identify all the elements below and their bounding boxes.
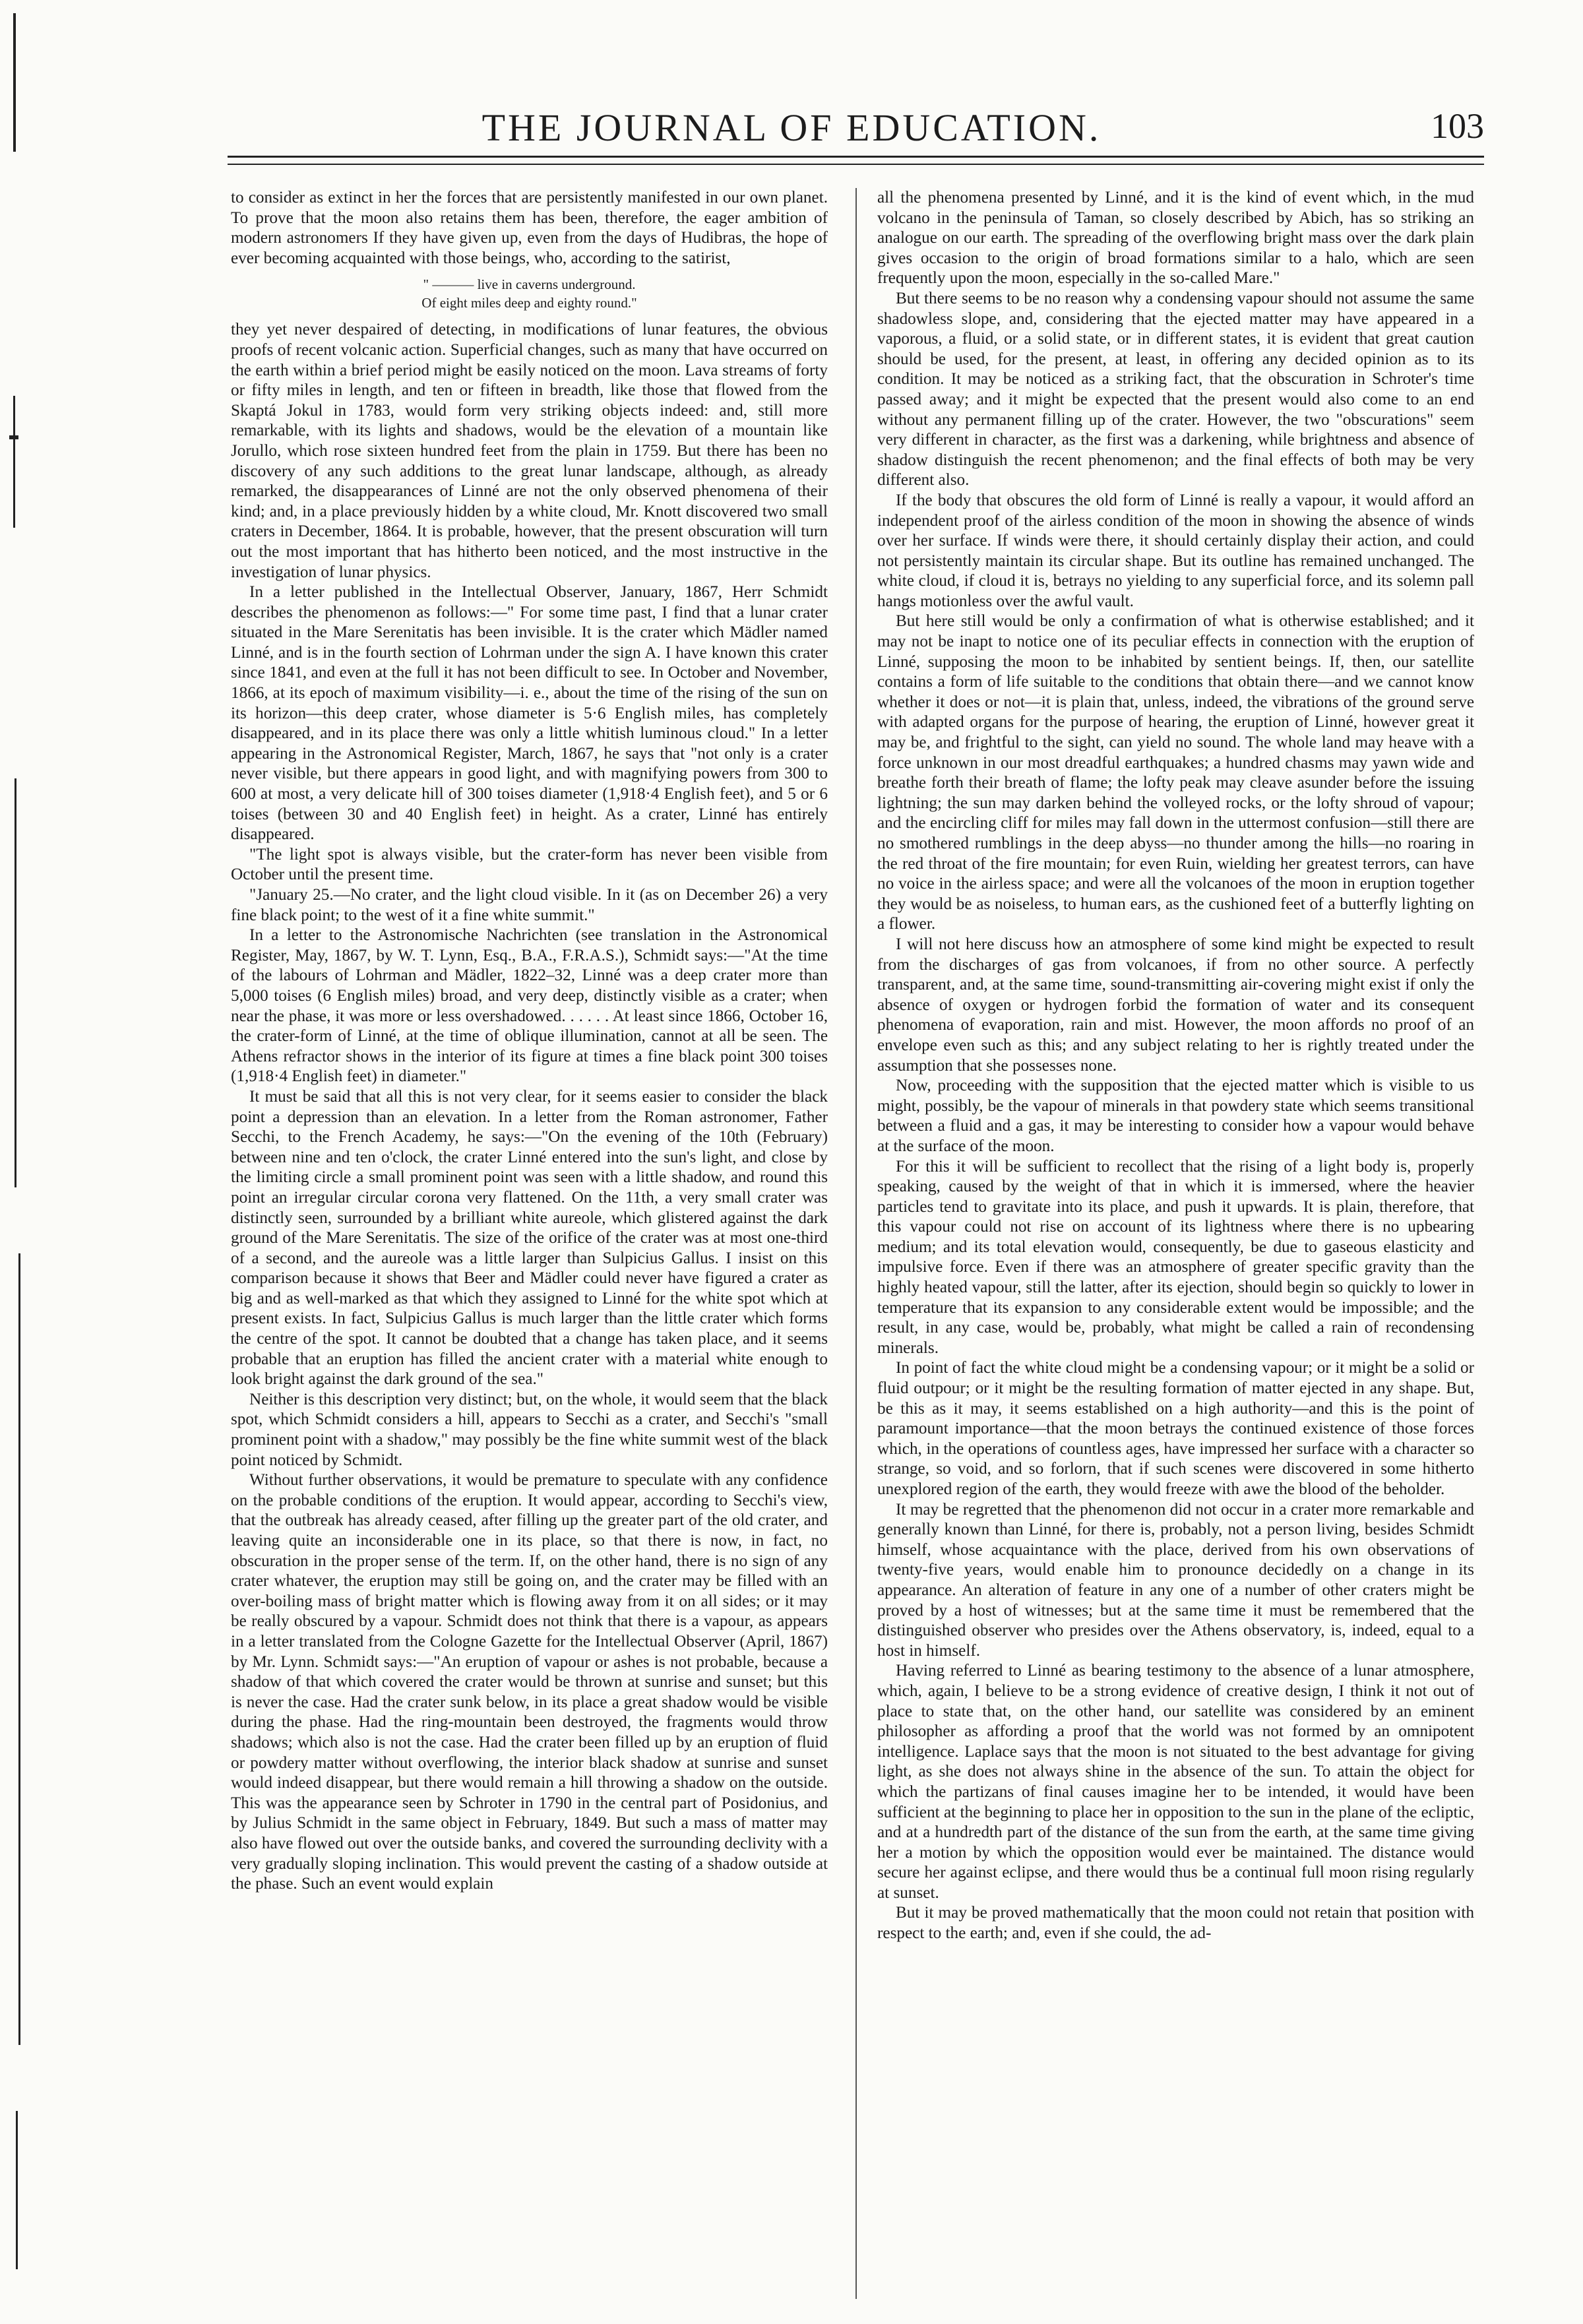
right-column [877, 188, 1474, 2299]
header-rule [228, 156, 1484, 158]
paragraph: But there seems to be no reason why a condensing vapour should not assume the same shadowless slope, and, considering that the ejected matter may have appeared in a vaporous, a fluid, or a solid state, or in different states, it is evident that great caution should be used, for the present, at least, in offering any decided opinion as to its condition. It may be noticed as a striking fact, that the obscuration in Schroter's time passed away; and it might be expected that the present would also come to an end without any permanent filling up of the crater. However, the two "obscurations" seem very different in character, as the first was a darkening, while brightness and absence of shadow distinguish the recent phenomenon; and the final effects of both may be very different also. [877, 289, 1474, 489]
paragraph: In a letter published in the Intellectual Observer, January, 1867, Herr Schmidt describes the phenomenon as follows:—" For some time past, I find that a lunar crater situated in the Mare Serenitatis has been invisible. It is the crater which Mädler named Linné, and is in the fourth section of Lohrman under the sign A. I have known this crater since 1841, and even at the full it has not been difficult to see. In October and November, 1866, at its epoch of maximum visibility—i. e., about the time of the rising of the sun on its horizon—this deep crater, whose diameter is 5·6 English miles, has completely disappeared, and in its place there was only a little whitish luminous cloud." In a letter appearing in the Astronomical Register, March, 1867, he says that "not only is a crater never visible, but there appears in good light, and with magnifying powers from 300 to 600 at most, a very delicate hill of 300 toises diameter (1,918·4 English feet), and 5 or 6 toises (between 30 and 40 English feet) in height. As a crater, Linné has entirely disappeared. [231, 583, 828, 844]
page-number: 103 [1431, 106, 1484, 146]
paragraph: "January 25.—No crater, and the light cloud visible. In it (as on December 26) a very fine black point; to the west of it a fine white summit." [231, 886, 828, 924]
left-edge-mark [13, 396, 15, 528]
paragraph: Having referred to Linné as bearing testimony to the absence of a lunar atmosphere, which, again, I believe to be a strong evidence of creative design, I think it not out of place to state that, on the other hand, our satellite was considered by an eminent philosopher as affording a proof that the world was not formed by an omnipotent intelligence. Laplace says that the moon is not situated to the best advantage for giving light, as she does not always shine in the absence of the sun. To attain the object for which the partizans of final causes imagine her to be intended, it would have been sufficient at the beginning to place her in opposition to the sun in the plane of the ecliptic, and at a hundredth part of the distance of the sun from the earth, at the same time giving her a motion by which the opposition would ever be maintained. The distance would secure her against eclipse, and there would thus be a continual full moon rising regularly at sunset. [877, 1662, 1474, 1902]
paragraph: In point of fact the white cloud might be a condensing vapour; or it might be a solid or fluid outpour; or it might be the resulting formation of matter ejected in any shape. But, be this as it may, it seems established on a high authority—and this is the point of paramount importance—that the moon betrays the continued existence of those forces which, in the operations of countless ages, have impressed her surface with a character so strange, so void, and so forlorn, that if such scenes were discovered in some hitherto unexplored region of the earth, they would freeze with awe the blood of the beholder. [877, 1359, 1474, 1498]
left-edge-mark [15, 778, 16, 1187]
left-edge-mark [16, 2111, 18, 2269]
paragraph: Now, proceeding with the supposition that the ejected matter which is visible to us might, possibly, be the vapour of minerals in that powdery state which seems transitional between a fluid and a gas, it may be interesting to consider how a vapour would behave at the surface of the moon. [877, 1077, 1474, 1155]
paragraph: But it may be proved mathematically that the moon could not retain that position with respect to the earth; and, even if she could, the ad- [877, 1904, 1474, 1943]
column-divider [855, 188, 857, 2299]
header-rule-thin [228, 164, 1484, 165]
paragraph: If the body that obscures the old form of Linné is really a vapour, it would afford an independent proof of the airless condition of the moon in showing the absence of winds over her surface. If winds were there, it should certainly display their action, and could not persistently maintain its circular shape. But its outline has remained unchanged. The white cloud, if cloud it is, betrays no yielding to any superficial force, and its solemn pall hangs motionless over the awful vault. [877, 491, 1474, 610]
verse-line: Of eight miles deep and eighty round." [421, 295, 637, 311]
verse-line: " ——— live in caverns underground. [423, 276, 636, 293]
left-edge-mark [13, 13, 16, 152]
paragraph: But here still would be only a confirmation of what is otherwise established; and it may not be inapt to notice one of its peculiar effects in connection with the eruption of Linné, supposing the moon to be inhabited by sentient beings. If, then, our satellite contains a form of life suitable to the conditions that obtain there—and we cannot know whether it does or not—it is plain that, unless, indeed, the vibrations of the ground serve with adapted organs for the purpose of hearing, the eruption of Linné, however great it may be, and frightful to the sight, can yield no sound. The whole land may heave with a force unknown in our most dreadful earthquakes; a hundred chasms may yawn wide and breathe forth their breath of flame; the lofty peak may cleave asunder before the issuing lightning; the sun may darken behind the volleyed rocks, or the lofty shroud of vapour; and the encircling cliff for miles may fall down in the uttermost confusion—still there are no smothered rumblings in the deep abyss—no thunder among the hills—no roaring in the red throat of the fire mountain; for even Ruin, wielding her greatest terrors, can have no voice in the airless space; and were all the volcanoes of the moon in eruption together they would be as noiseless, to human ears, as the cushioned feet of a butterfly lighting on a flower. [877, 612, 1474, 933]
left-column [231, 188, 828, 2299]
paragraph: I will not here discuss how an atmosphere of some kind might be expected to result from the discharges of gas from volcanoes, if from no other source. A perfectly transparent, and, at the same time, sound-transmitting air-covering might exist if only the absence of oxygen or hydrogen forbid the formation of water and its consequent phenomena of evaporation, rain and mist. However, the moon affords no proof of an envelope even such as this; and any subject relating to her is rightly treated under the assumption that she possesses none. [877, 935, 1474, 1075]
verse-quote [231, 275, 828, 312]
paragraph: "The light spot is always visible, but the crater-form has never been visible from October until the present time. [231, 845, 828, 884]
paragraph: For this it will be sufficient to recollect that the rising of a light body is, properly speaking, caused by the weight of that in which it is immersed, where the heavier particles tend to gravitate into its place, and push it upwards. It is plain, therefore, that this vapour could not rise on account of its lightness where there is no upbearing medium; and its total elevation would, consequently, be due to gaseous elasticity and impulsive force. Even if there was an atmosphere of greater specific gravity than the highly heated vapour, still the latter, after its ejection, should begin so quickly to lower in temperature that its expansion to any considerable extent would be impossible; and the result, in any case, would be, probably, what might be called a rain of recondensing minerals. [877, 1157, 1474, 1357]
paragraph: they yet never despaired of detecting, in modifications of lunar features, the obvious proofs of recent volcanic action. Superficial changes, such as many that have occurred on the earth within a brief period might be easily noticed on the moon. Lava streams of forty or fifty miles in length, and ten or fifteen in breadth, like those that flowed from the Skaptá Jokul in 1783, would form very striking objects indeed: and, still more remarkable, with its lights and shadows, would be the elevation of a mountain like Jorullo, which rose sixteen hundred feet from the plain in 1759. But there has been no discovery of any such additions to the great lunar landscape, although, as already remarked, the disappearances of Linné are not the only observed phenomena of their kind; and, in a place previously hidden by a white cloud, Mr. Knott discovered two small craters in December, 1864. It is probable, however, that the present obscuration will turn out the most important that has hitherto been noticed, and the most instructive in the investigation of lunar physics. [231, 321, 828, 581]
left-edge-mark [18, 1253, 20, 2045]
paragraph: to consider as extinct in her the forces that are persistently manifested in our own planet. To prove that the moon also retains them has been, therefore, the eager ambition of modern astronomers If they have given up, even from the days of Hudibras, the hope of ever becoming acquainted with those beings, who, according to the satirist, [231, 189, 828, 267]
paragraph: all the phenomena presented by Linné, and it is the kind of event which, in the mud volcano in the peninsula of Taman, so closely described by Abich, has so striking an analogue on our earth. The spreading of the overflowing bright mass over the dark plain gives occasion to the origin of broad formations similar to a halo, which are seen frequently upon the moon, especially in the so-called Mare." [877, 189, 1474, 288]
paragraph: It may be regretted that the phenomenon did not occur in a crater more remarkable and generally known than Linné, for there is, probably, not a person living, besides Schmidt himself, whose acquaintance with the place, derived from his own observations of twenty-five years, would enable him to pronounce decidedly on a change in its appearance. An alteration of feature in any one of a number of other craters might be proved by a host of witnesses; but at the same time it must be remembered that the distinguished observer who presides over the Athens observatory, is, indeed, equal to a host in himself. [877, 1500, 1474, 1660]
paragraph: Neither is this description very distinct; but, on the whole, it would seem that the black spot, which Schmidt considers a hill, appears to Secchi as a crater, and Secchi's "small prominent point with a shadow," may possibly be the fine white summit west of the black point noticed by Schmidt. [231, 1390, 828, 1469]
paragraph: In a letter to the Astronomische Nachrichten (see translation in the Astronomical Register, May, 1867, by W. T. Lynn, Esq., B.A., F.R.A.S.), Schmidt says:—"At the time of the labours of Lohrman and Mädler, 1822–32, Linné was a deep crater more than 5,000 toises (6 English miles) broad, and very deep, distinctly visible as a crater; when near the phase, it was more or less overshadowed. . . . . . At least since 1866, October 16, the crater-form of Linné, at the time of oblique illumination, cannot at all be seen. The Athens refractor shows in the interior of its figure at times a fine black point 300 toises (1,918·4 English feet) in diameter." [231, 926, 828, 1086]
journal-title: THE JOURNAL OF EDUCATION. [481, 106, 1102, 149]
paragraph: It must be said that all this is not very clear, for it seems easier to consider the black point a depression than an elevation. In a letter from the Roman astronomer, Father Secchi, to the French Academy, he says:—"On the evening of the 10th (February) between nine and ten o'clock, the crater Linné entered into the sun's light, and close by the limiting circle a small prominent point was seen with a little shadow, and round this point an irregular circular corona very flattened. On the 11th, a very small crater was distinctly seen, surrounded by a brilliant white aureole, which glistered against the dark ground of the Mare Serenitatis. The size of the orifice of the crater was at most one-third of a second, and the aureole was a little larger than Sulpicius Gallus. I insist on this comparison because it shows that Beer and Mädler could never have figured a crater as big and as well-marked as that which they assigned to Linné for the white spot which at present exists. In fact, Sulpicius Gallus is much larger than the little crater which forms the centre of the spot. It cannot be doubted that a change has taken place, and it seems probable that an eruption has filled the ancient crater with a material white enough to look bright against the dark ground of the sea." [231, 1087, 828, 1389]
paragraph: Without further observations, it would be premature to speculate with any confidence on the probable conditions of the eruption. It would appear, according to Secchi's view, that the outbreak has already ceased, after filling up the greater part of the old crater, and leaving quite an inconsiderable one in its place, so that there is now, in fact, no obscuration in the proper sense of the term. If, on the other hand, there is no sign of any crater whatever, the eruption may still be going on, and the crater may be filled with an over-boiling mass of bright matter which is flowing away from it on all sides; or it may be really obscured by a vapour. Schmidt does not think that there is a vapour, as appears in a letter translated from the Cologne Gazette for the Intellectual Observer (April, 1867) by Mr. Lynn. Schmidt says:—"An eruption of vapour or ashes is not probable, because a shadow of that which covered the crater would be thrown at sunrise and sunset; but this is never the case. Had the crater sunk below, in its place a great shadow would be visible during the phase. Had the ring-mountain been destroyed, the fragments would throw shadows; which also is not the case. Had the crater been filled up by an eruption of fluid or powdery matter without overflowing, the interior black shadow at sunrise and sunset would indeed disappear, but there would remain a hill throwing a shadow on the outside. This was the appearance seen by Schroter in 1790 in the central part of Posidonius, and by Julius Schmidt in the same object in February, 1849. But such a mass of matter may also have flowed out over the outside banks, and covered the surrounding declivity with a very gradually sloping inclination. This would prevent the casting of a shadow outside at the phase. Such an event would explain [231, 1471, 828, 1893]
